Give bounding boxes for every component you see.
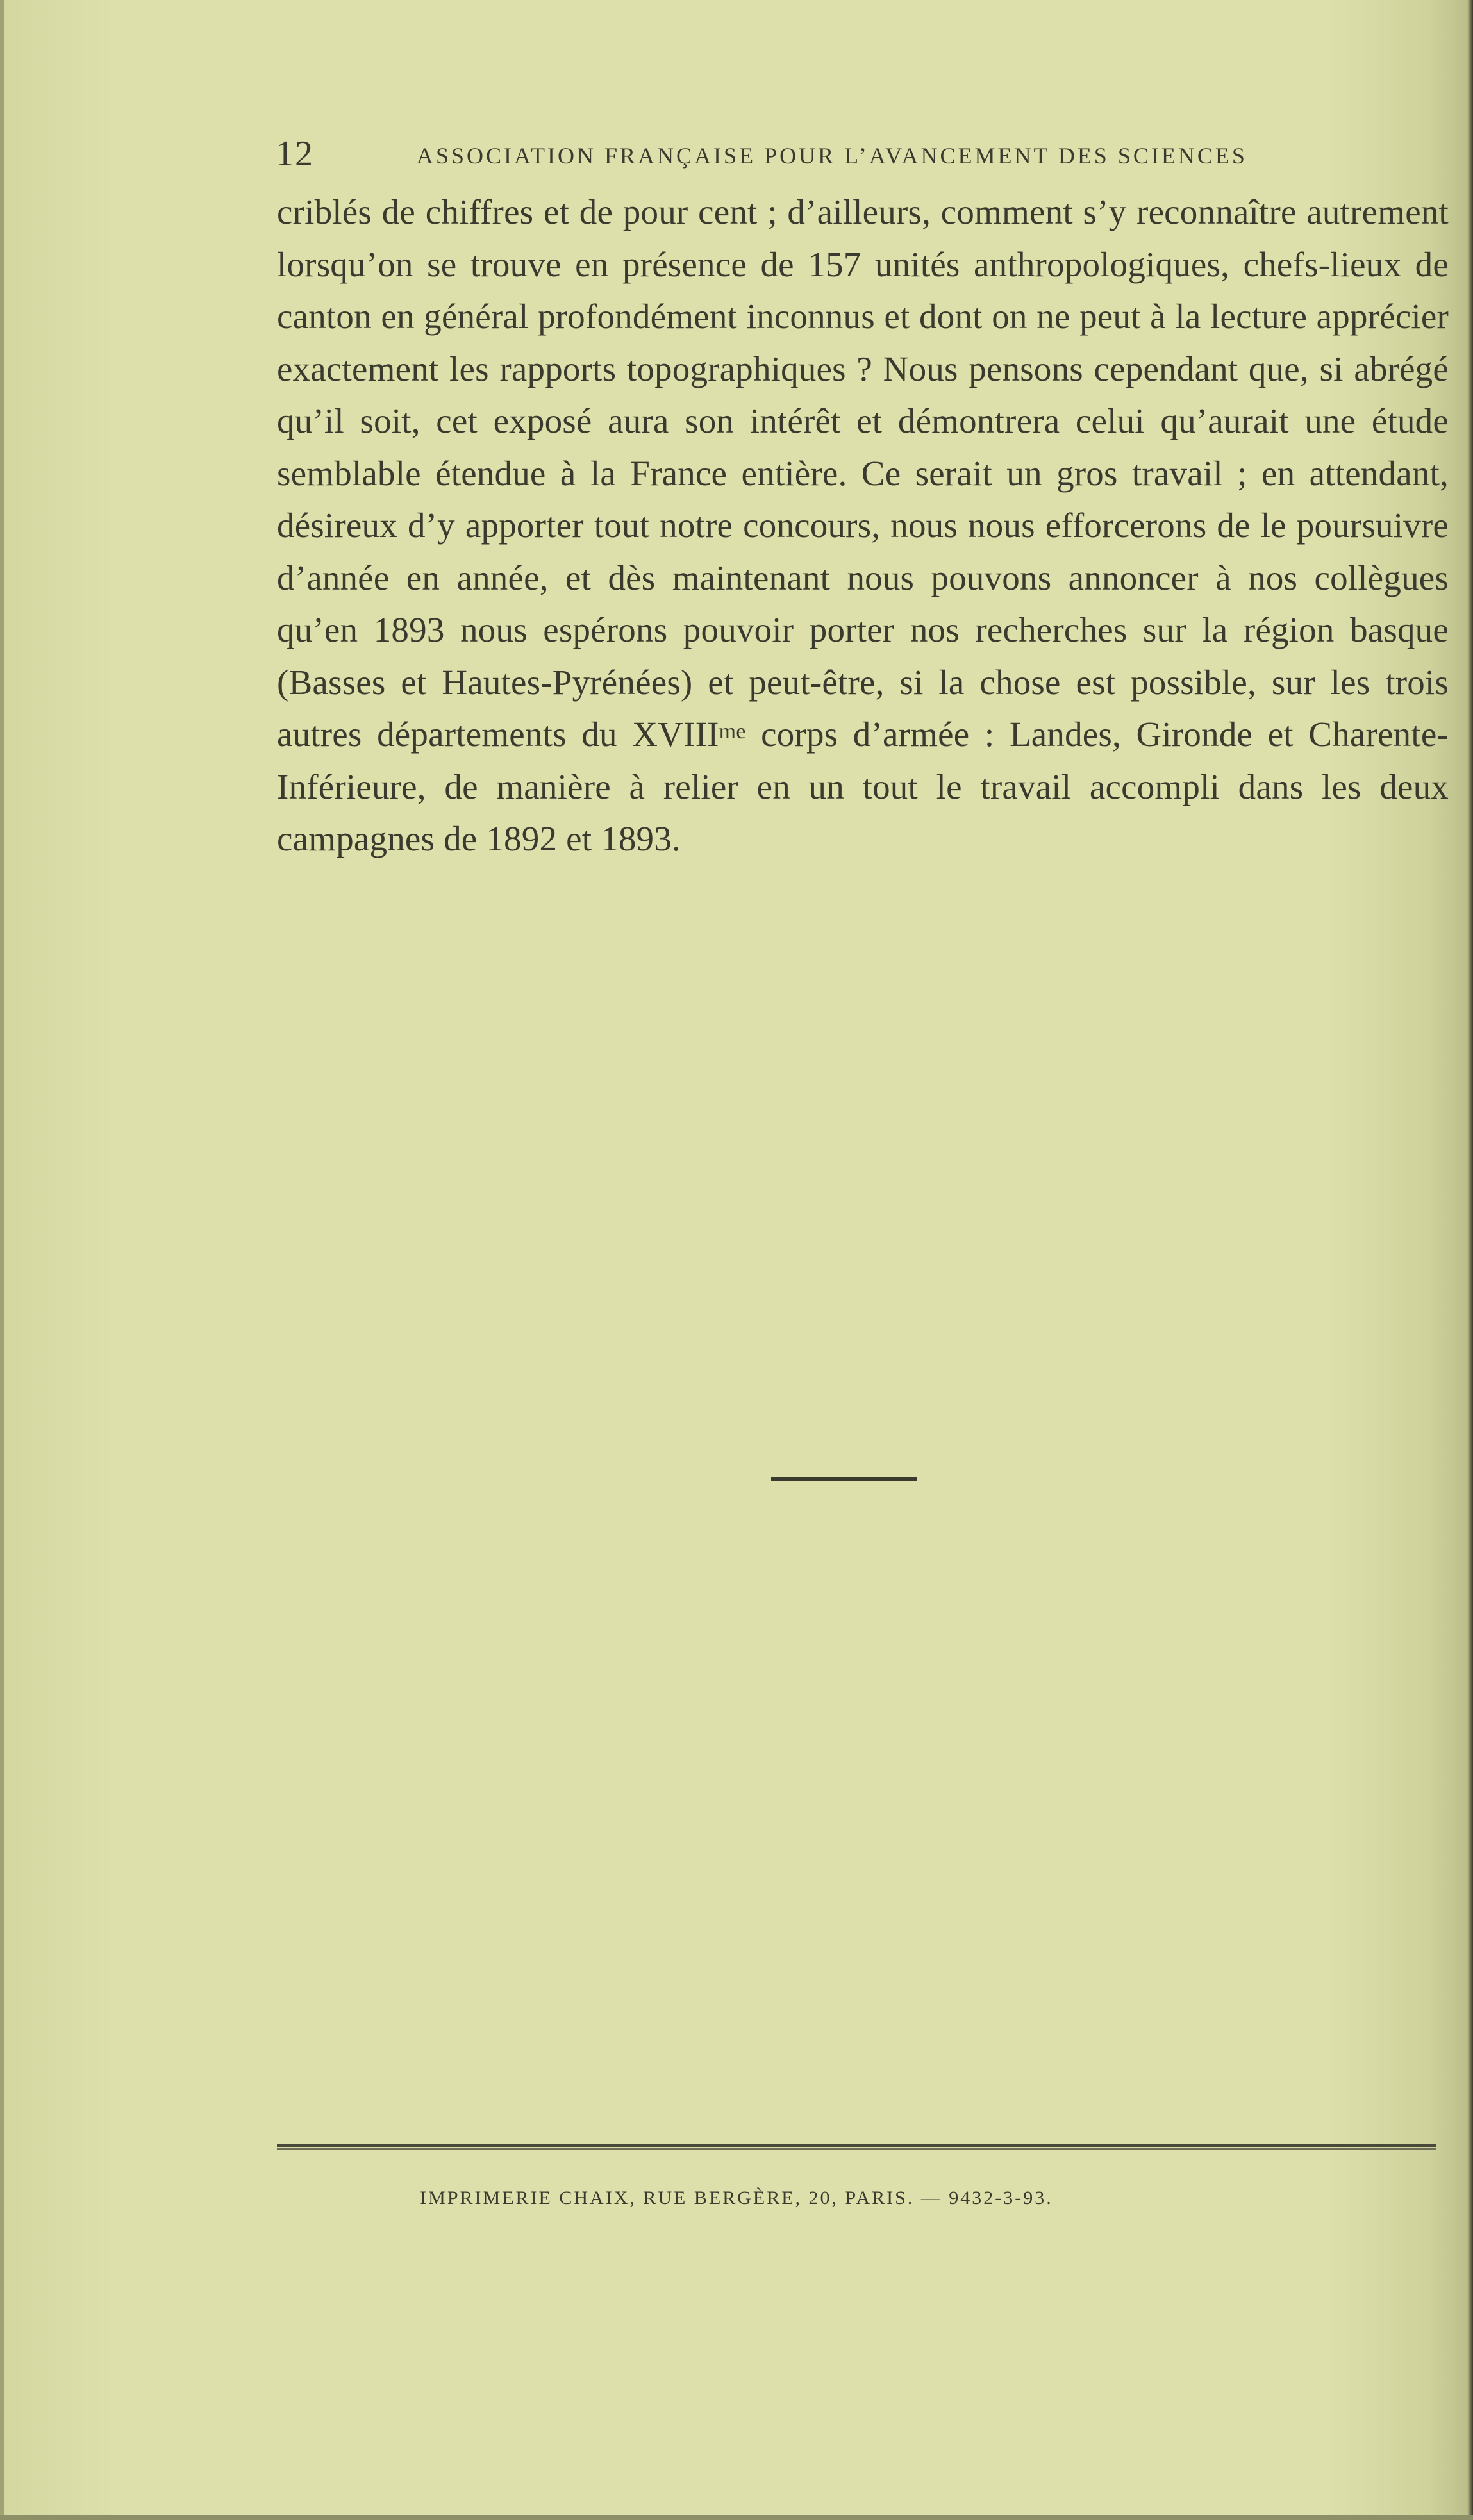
body-text: [277, 186, 1449, 865]
paragraph-text-start: criblés de chiffres et de pour cent ; d’ailleurs, comment s’y reconnaître autrement lorsqu’on se trouve en présence de 157 unités anthropologiques, chefs-lieux de canton en général profondément inconnus et dont on ne peut à la lecture apprécier exactement les rapports topographiques ? Nous pensons cependant que, si abrégé qu’il soit, cet exposé aura son intérêt et démontrera celui qu’aurait une étude semblable étendue à la France entière. Ce serait un gros travail ; en attendant, désireux d’y apporter tout notre concours, nous nous efforcerons de le poursuivre d’année en année, et dès maintenant nous pouvons annoncer à nos collègues qu’en 1893 nous espérons pouvoir porter nos recherches sur la région basque (Basses et Hautes-Pyrénées) et peut-être, si la chose est possible, sur les trois autres départements du XVIII: [277, 192, 1449, 754]
section-divider: [771, 1477, 917, 1481]
page-header: [276, 131, 1327, 176]
printer-imprint: IMPRIMERIE CHAIX, RUE BERGÈRE, 20, PARIS. — 9432-3-93.: [420, 2187, 1053, 2209]
running-title: ASSOCIATION FRANÇAISE POUR L’AVANCEMENT DES SCIENCES: [417, 143, 1247, 169]
footer-rule-secondary: [277, 2148, 1436, 2150]
paragraph-text-end: corps d’armée : Landes, Gironde et Charente-Inférieure, de manière à relier en un tout le travail accompli dans les deux campagnes de 1892 et 1893.: [277, 715, 1449, 858]
footer-rule: [277, 2144, 1436, 2147]
page-left-edge: [0, 0, 4, 2520]
page-right-edge: [1467, 0, 1473, 2520]
paragraph: [277, 186, 1449, 865]
page-number: 12: [276, 134, 314, 174]
page-bottom-edge: [0, 2515, 1473, 2520]
superscript: me: [719, 720, 746, 743]
